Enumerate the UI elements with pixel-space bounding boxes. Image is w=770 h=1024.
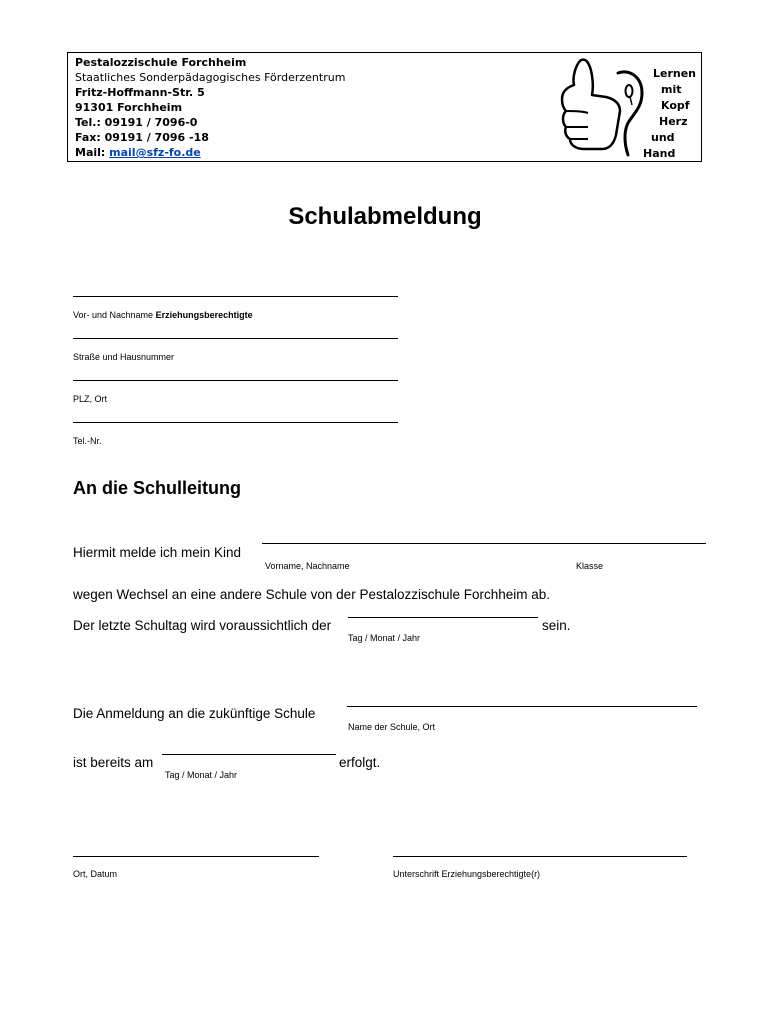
parent-name-label-bold: Erziehungsberechtigte — [155, 310, 253, 320]
phone-label: Tel.-Nr. — [73, 436, 102, 446]
school-fax: Fax: 09191 / 7096 -18 — [75, 131, 209, 144]
signature-label: Unterschrift Erziehungsberechtigte(r) — [393, 869, 541, 879]
mail-link[interactable]: mail@sfz-fo.de — [109, 146, 201, 159]
school-street: Fritz-Hoffmann-Str. 5 — [75, 86, 205, 99]
parent-name-label-prefix: Vor- und Nachname — [73, 310, 154, 320]
child-name-line[interactable] — [262, 543, 706, 544]
thumbs-up-head-icon — [558, 55, 648, 161]
addressee-heading: An die Schulleitung — [73, 478, 242, 498]
logo-word-6: Hand — [643, 147, 676, 160]
city-label: PLZ, Ort — [73, 394, 108, 404]
registration-date-line[interactable] — [162, 754, 336, 755]
body-line-5-prefix: ist bereits am — [73, 755, 154, 770]
school-subtitle: Staatliches Sonderpädagogisches Förderzentrum — [75, 71, 346, 84]
street-label: Straße und Hausnummer — [73, 352, 175, 362]
mail-label: Mail: — [75, 146, 106, 159]
street-line[interactable] — [73, 338, 398, 339]
body-line-4: Die Anmeldung an die zukünftige Schule — [73, 706, 316, 721]
parent-name-label — [73, 310, 253, 320]
place-date-line[interactable] — [73, 856, 319, 857]
body-line-3-prefix: Der letzte Schultag wird voraussichtlich der — [73, 618, 332, 633]
place-date-label: Ort, Datum — [73, 869, 118, 879]
logo-word-4: Herz — [659, 115, 688, 128]
body-line-1: Hiermit melde ich mein Kind — [73, 545, 242, 560]
body-line-5-suffix: erfolgt. — [339, 755, 381, 770]
signature-line[interactable] — [393, 856, 687, 857]
class-label: Klasse — [576, 561, 604, 571]
phone-line[interactable] — [73, 422, 398, 423]
letterhead — [67, 52, 702, 162]
school-name: Pestalozzischule Forchheim — [75, 56, 247, 69]
parent-name-line[interactable] — [73, 296, 398, 297]
school-city: 91301 Forchheim — [75, 101, 183, 114]
city-line[interactable] — [73, 380, 398, 381]
logo-word-3: Kopf — [661, 99, 690, 112]
body-line-3-suffix: sein. — [542, 618, 571, 633]
last-day-date-label: Tag / Monat / Jahr — [348, 633, 421, 643]
logo-word-2: mit — [661, 83, 682, 96]
school-phone: Tel.: 09191 / 7096-0 — [75, 116, 198, 129]
child-name-label: Vorname, Nachname — [265, 561, 350, 571]
new-school-line[interactable] — [347, 706, 697, 707]
page-title: Schulabmeldung — [288, 203, 482, 230]
registration-date-label: Tag / Monat / Jahr — [165, 770, 238, 780]
body-line-2: wegen Wechsel an eine andere Schule von der Pestalozzischule Forchheim ab. — [73, 587, 551, 602]
new-school-label: Name der Schule, Ort — [348, 722, 436, 732]
last-day-line[interactable] — [348, 617, 538, 618]
school-mail — [75, 146, 201, 160]
logo-word-1: Lernen — [653, 67, 697, 80]
logo-word-5: und — [651, 131, 675, 144]
school-logo — [558, 55, 700, 161]
